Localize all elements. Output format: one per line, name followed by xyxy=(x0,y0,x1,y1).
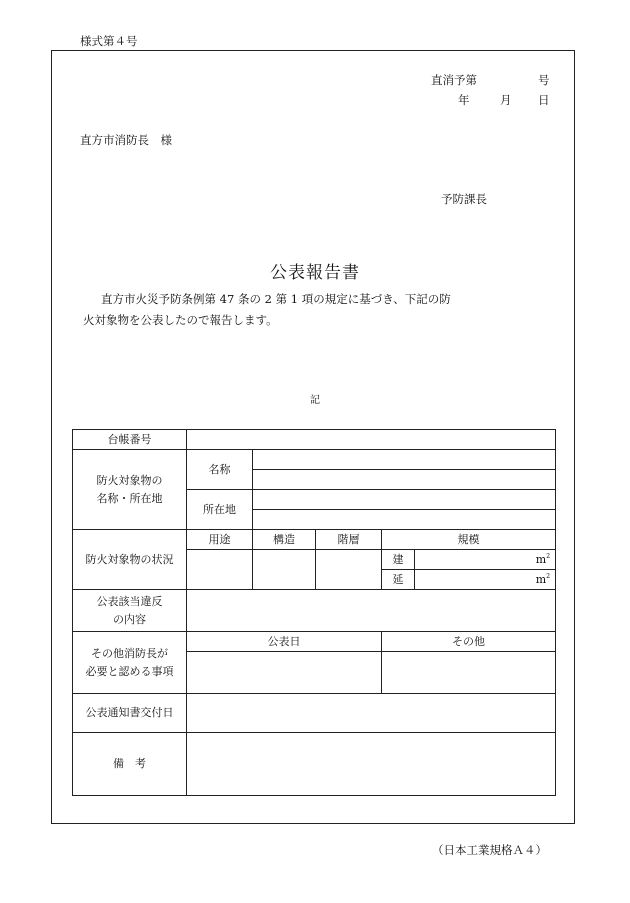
use-value[interactable] xyxy=(187,550,253,590)
floors-value[interactable] xyxy=(316,550,382,590)
body-line-2: 火対象物を公表したので報告します。 xyxy=(83,313,278,327)
total-area-value[interactable]: $m^2$ xyxy=(415,570,556,590)
remarks-value[interactable] xyxy=(187,733,556,796)
violation-label: 公表該当違反 の内容 xyxy=(73,590,187,632)
other-value[interactable] xyxy=(382,652,556,694)
total-area-label: 延 xyxy=(382,570,415,590)
name-value-1[interactable] xyxy=(253,450,556,470)
other-header: その他 xyxy=(382,632,556,652)
footer-paper-size: （日本工業規格Ａ４） xyxy=(432,843,547,857)
date-day: 日 xyxy=(538,93,550,107)
name-label: 名称 xyxy=(187,450,253,490)
publication-date-header: 公表日 xyxy=(187,632,382,652)
form-number: 様式第４号 xyxy=(80,34,138,48)
status-label: 防火対象物の状況 xyxy=(73,530,187,590)
notice-date-label: 公表通知書交付日 xyxy=(73,694,187,733)
doc-number-prefix: 直消予第 xyxy=(431,73,477,87)
ledger-number-value[interactable] xyxy=(187,430,556,450)
floors-header: 階層 xyxy=(316,530,382,550)
address-value-1[interactable] xyxy=(253,490,556,510)
report-table xyxy=(72,429,556,796)
doc-number-suffix: 号 xyxy=(538,73,550,87)
body-line-1: 直方市火災予防条例第 47 条の 2 第 1 項の規定に基づき、下記の防 xyxy=(101,292,451,306)
violation-value[interactable] xyxy=(187,590,556,632)
sender: 予防課長 xyxy=(441,192,487,206)
remarks-label: 備 考 xyxy=(73,733,187,796)
building-area-label: 建 xyxy=(382,550,415,570)
ledger-number-label: 台帳番号 xyxy=(73,430,187,450)
page-title: 公表報告書 xyxy=(270,263,360,283)
address-value-2[interactable] xyxy=(253,510,556,530)
structure-value[interactable] xyxy=(253,550,316,590)
name-value-2[interactable] xyxy=(253,470,556,490)
building-area-value[interactable]: $m^2$ xyxy=(415,550,556,570)
scale-header: 規模 xyxy=(382,530,556,550)
structure-header: 構造 xyxy=(253,530,316,550)
use-header: 用途 xyxy=(187,530,253,550)
publication-date-value[interactable] xyxy=(187,652,382,694)
address-label: 所在地 xyxy=(187,490,253,530)
date-month: 月 xyxy=(500,93,512,107)
target-name-address-label: 防火対象物の 名称・所在地 xyxy=(73,450,187,530)
recipient: 直方市消防長 様 xyxy=(80,133,172,147)
notice-date-value[interactable] xyxy=(187,694,556,733)
date-year: 年 xyxy=(458,93,470,107)
other-matters-label: その他消防長が 必要と認める事項 xyxy=(73,632,187,694)
ki-label: 記 xyxy=(310,395,320,406)
